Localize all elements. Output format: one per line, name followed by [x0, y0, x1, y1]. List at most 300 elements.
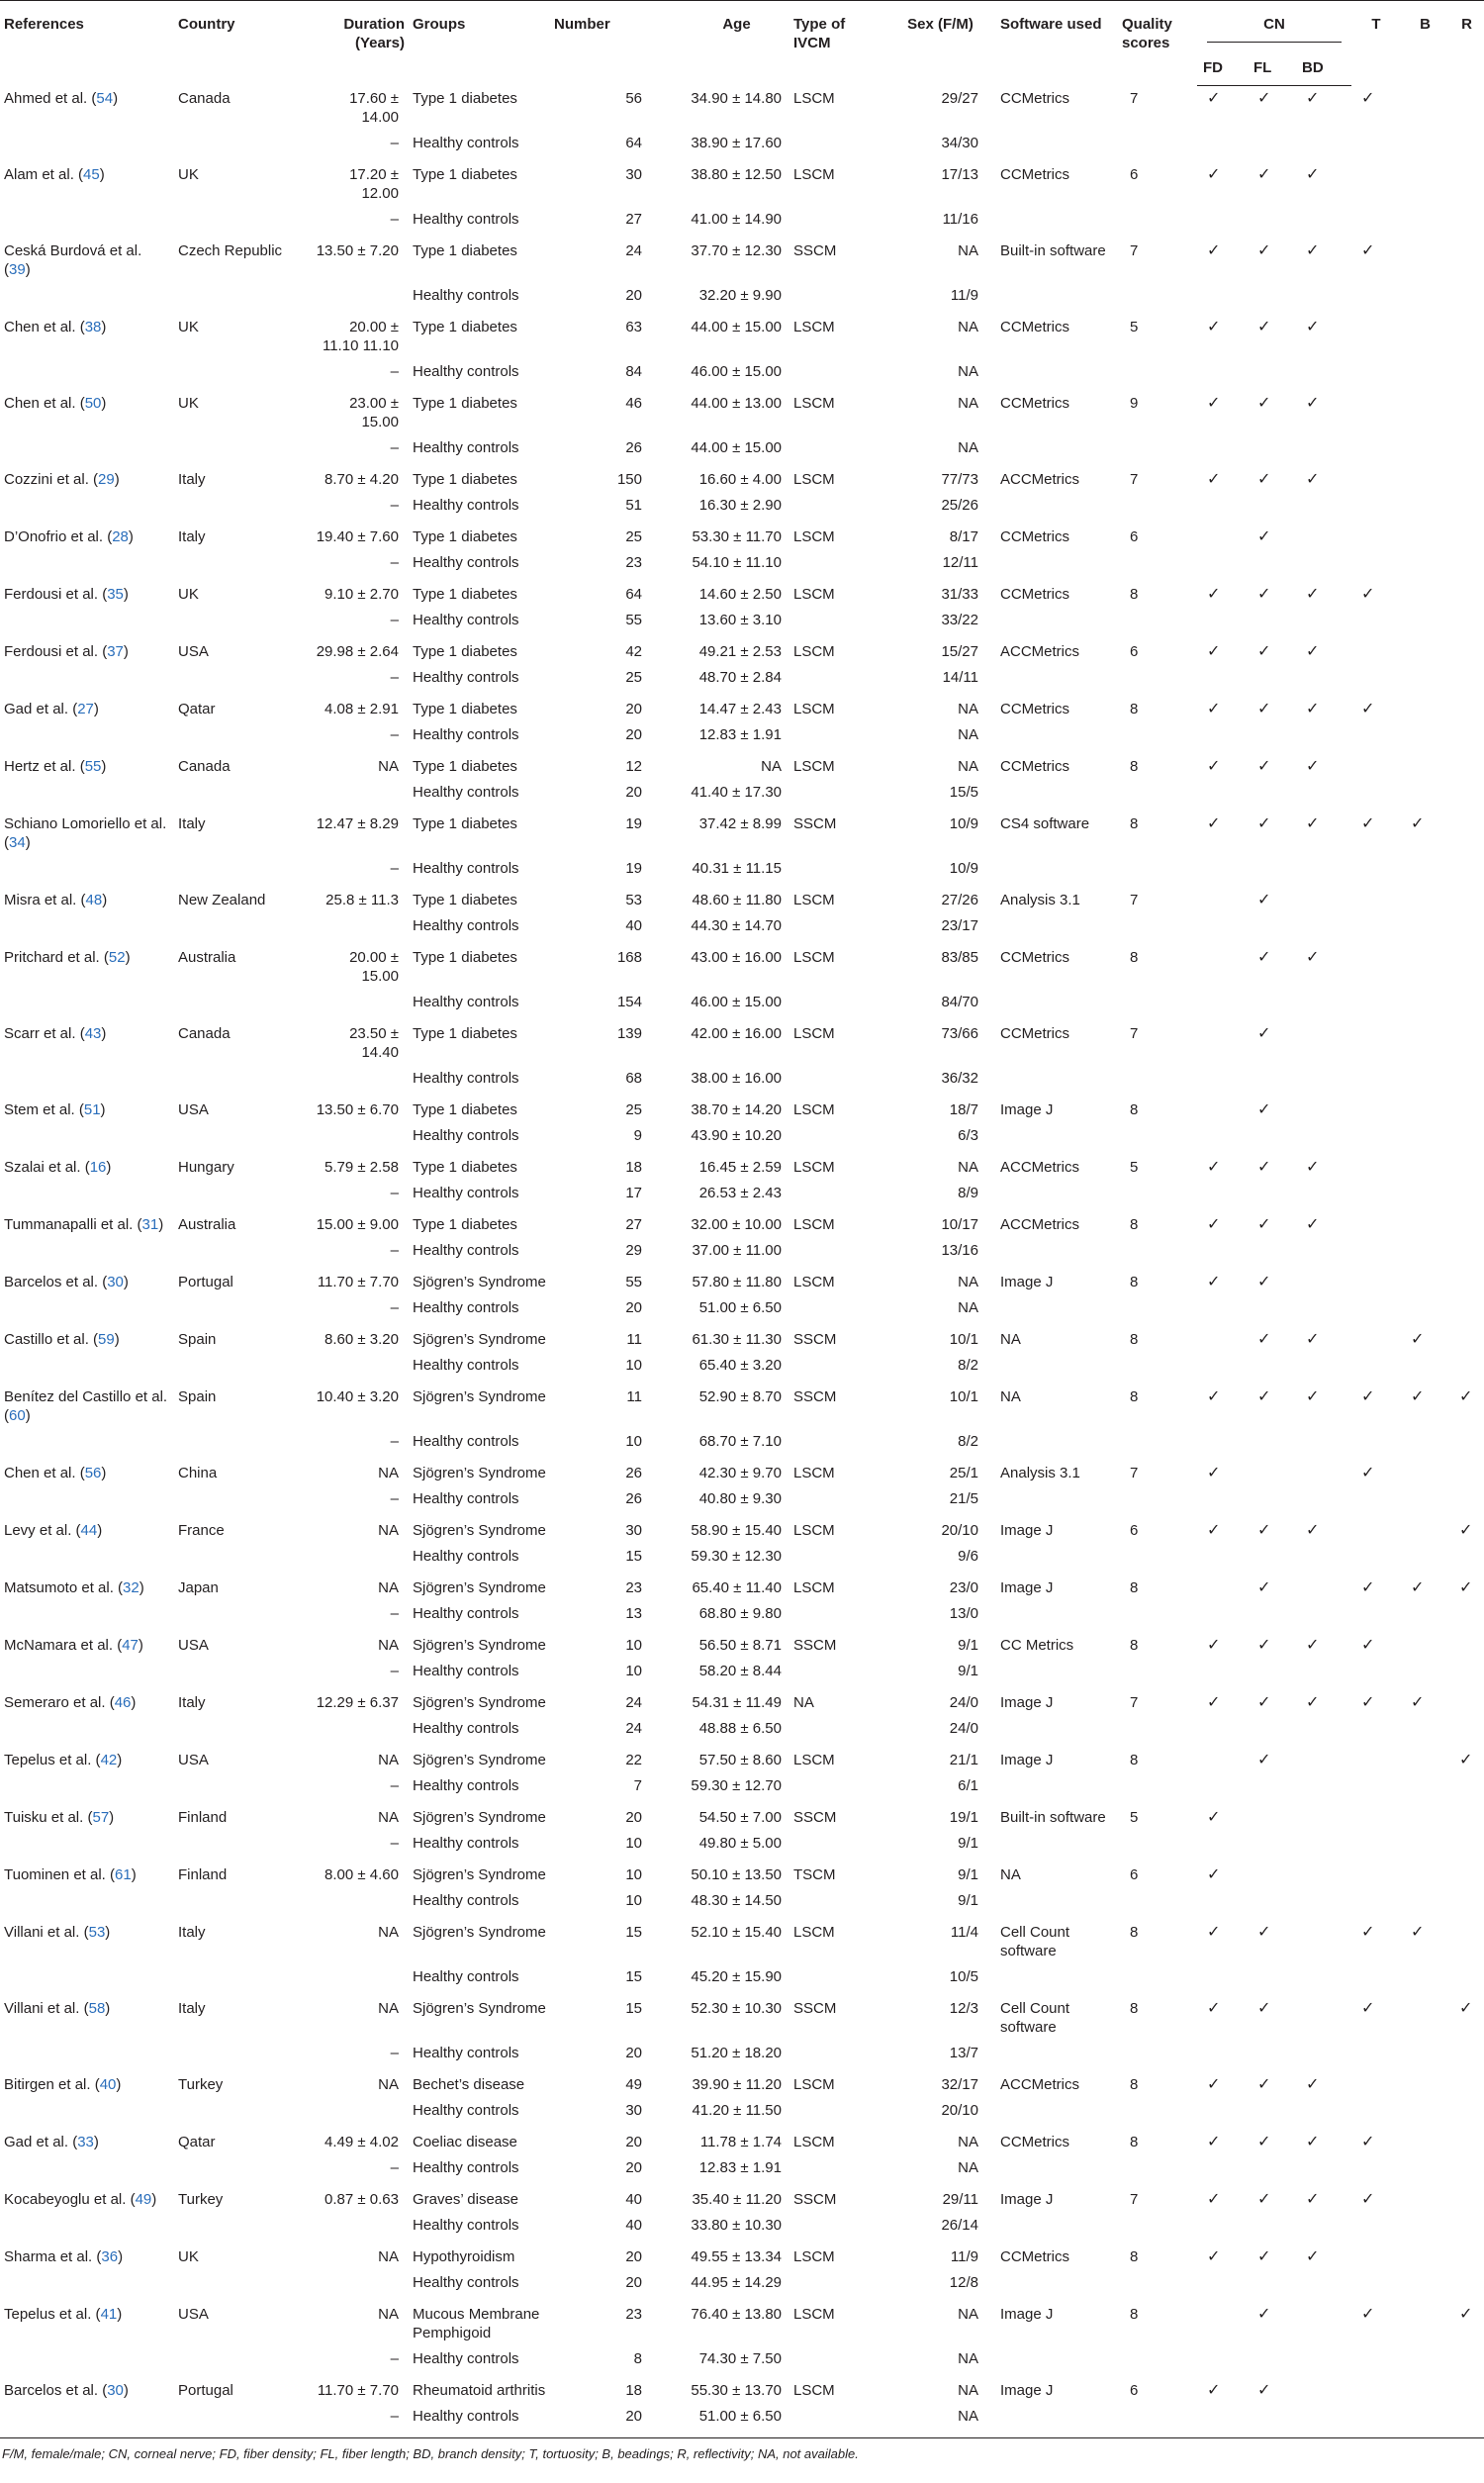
cell-group: Healthy controls — [413, 1604, 519, 1622]
cell-duration: 17.60 ± 14.00 — [349, 89, 399, 126]
cell-sex: 12/3 — [949, 1999, 978, 2017]
cell-ivcm — [789, 2155, 884, 2181]
cell-age: 54.31 ± 11.49 — [692, 1693, 782, 1711]
cell-number: 25 — [625, 1100, 642, 1118]
cell-fl-check — [1248, 1831, 1296, 1857]
cell-country — [174, 2270, 306, 2296]
reference-number-link[interactable]: 45 — [83, 165, 100, 183]
cell-b-check — [1401, 882, 1449, 913]
cell-number: 30 — [625, 165, 642, 183]
cell-bd-check: ✓ — [1306, 165, 1320, 183]
cell-group: Healthy controls — [413, 210, 519, 228]
cell-reference — [0, 722, 174, 748]
cell-ivcm — [789, 283, 884, 309]
cell-country: Finland — [178, 1808, 228, 1826]
cell-fd-check — [1197, 131, 1248, 156]
cell-fl-check — [1248, 493, 1296, 519]
cell-software: Image J — [1000, 2190, 1054, 2208]
reference-number-link[interactable]: 31 — [141, 1215, 159, 1233]
cell-sex: 8/2 — [958, 1432, 978, 1450]
cell-country — [174, 722, 306, 748]
cell-ivcm — [789, 1181, 884, 1206]
reference-number-link[interactable]: 54 — [96, 89, 114, 107]
cell-r-check — [1449, 806, 1484, 856]
cell-fl-check: ✓ — [1257, 2133, 1271, 2150]
cell-fl-check — [1248, 1429, 1296, 1455]
cell-fd-check — [1197, 1544, 1248, 1570]
cell-group: Healthy controls — [413, 1298, 519, 1316]
cell-reference — [0, 461, 174, 493]
cell-reference — [0, 1353, 174, 1379]
cell-r-check — [1449, 1092, 1484, 1123]
reference-number-link[interactable]: 40 — [99, 2075, 117, 2093]
reference-author: Villani et al. ( — [4, 1923, 89, 1941]
cell-b-check — [1401, 1181, 1449, 1206]
cell-software — [996, 1964, 1118, 1990]
reference-number-link[interactable]: 30 — [107, 2381, 124, 2399]
cell-country: Qatar — [178, 2133, 216, 2150]
cell-r-check — [1449, 359, 1484, 385]
cell-software — [996, 1888, 1118, 1914]
cell-r-check — [1449, 493, 1484, 519]
reference-number-link[interactable]: 16 — [89, 1158, 107, 1176]
cell-group: Bechet’s disease — [413, 2075, 525, 2093]
cell-group: Healthy controls — [413, 1069, 519, 1087]
cell-number: 15 — [625, 1967, 642, 1985]
reference-number-link[interactable]: 58 — [88, 1999, 106, 2017]
cell-duration — [306, 2213, 409, 2239]
cell-ivcm: LSCM — [793, 394, 835, 412]
reference-author: Tuominen et al. ( — [4, 1865, 115, 1883]
reference-number-link[interactable]: 49 — [135, 2190, 152, 2208]
cell-t-check — [1351, 1066, 1401, 1092]
cell-sex: NA — [958, 438, 978, 456]
cell-b-check — [1401, 359, 1449, 385]
cell-t-check: ✓ — [1361, 1923, 1375, 1941]
cell-bd-check — [1296, 283, 1351, 309]
cell-r-check — [1449, 2213, 1484, 2239]
cell-number: 42 — [625, 642, 642, 660]
reference-number-link[interactable]: 30 — [107, 1273, 124, 1290]
cell-reference — [0, 1601, 174, 1627]
cell-fd-check — [1197, 1964, 1248, 1990]
cell-t-check — [1351, 1238, 1401, 1264]
cell-ivcm — [789, 1831, 884, 1857]
cell-t-check — [1351, 493, 1401, 519]
cell-number: 11 — [626, 1330, 642, 1348]
cell-bd-check: ✓ — [1306, 470, 1320, 488]
cell-fl-check: ✓ — [1257, 527, 1271, 545]
cell-fl-check — [1248, 2041, 1296, 2066]
cell-software: CCMetrics — [1000, 165, 1069, 183]
cell-t-check: ✓ — [1361, 2133, 1375, 2150]
cell-fd-check — [1197, 1659, 1248, 1684]
cell-group: Sjögren’s Syndrome — [413, 1808, 546, 1826]
cell-number: 68 — [625, 1069, 642, 1087]
cell-software — [996, 913, 1118, 939]
reference-author: Ceská Burdová et al. ( — [4, 241, 142, 278]
reference-close-paren: ) — [117, 2305, 123, 2323]
cell-age: 43.90 ± 10.20 — [691, 1126, 782, 1144]
reference-number-link[interactable]: 51 — [83, 1100, 101, 1118]
cell-fl-check: ✓ — [1257, 1215, 1271, 1233]
cell-fd-check — [1197, 990, 1248, 1015]
cell-group: Type 1 diabetes — [413, 1024, 517, 1042]
cell-quality: 7 — [1130, 89, 1139, 107]
reference-author: Chen et al. ( — [4, 1464, 85, 1481]
cell-age: 51.00 ± 6.50 — [684, 2404, 789, 2438]
cell-bd-check: ✓ — [1306, 1215, 1320, 1233]
cell-sex: 34/30 — [941, 134, 978, 151]
cell-ivcm — [789, 1659, 884, 1684]
cell-fl-check — [1248, 1455, 1296, 1486]
cell-software — [996, 1716, 1118, 1742]
cell-fl-check — [1248, 359, 1296, 385]
cell-reference — [0, 2296, 174, 2346]
cell-b-check — [1401, 913, 1449, 939]
cell-b-check — [1401, 2098, 1449, 2124]
cell-bd-check: ✓ — [1306, 814, 1320, 832]
reference-close-paren: ) — [99, 165, 105, 183]
cell-number: 18 — [625, 1158, 642, 1176]
cell-country: Turkey — [178, 2075, 224, 2093]
cell-bd-check — [1296, 1353, 1351, 1379]
reference-close-paren: ) — [114, 470, 120, 488]
cell-software — [996, 131, 1118, 156]
cell-reference — [0, 1181, 174, 1206]
cell-r-check — [1449, 2372, 1484, 2404]
reference-number-link[interactable]: 46 — [114, 1693, 132, 1711]
cell-quality — [1118, 2098, 1197, 2124]
reference-number-link[interactable]: 35 — [107, 585, 124, 603]
cell-quality: 6 — [1130, 2381, 1139, 2399]
cell-reference — [0, 86, 174, 131]
reference-number-link[interactable]: 47 — [122, 1636, 139, 1654]
cell-reference — [0, 691, 174, 722]
cell-number: 27 — [625, 210, 642, 228]
reference-author: Matsumoto et al. ( — [4, 1578, 124, 1596]
cell-quality — [1118, 359, 1197, 385]
reference-number-link[interactable]: 33 — [77, 2133, 94, 2150]
cell-number: 18 — [625, 2381, 642, 2399]
cell-age: 51.00 ± 6.50 — [698, 1298, 782, 1316]
cell-fd-check: ✓ — [1207, 2075, 1221, 2093]
table-row — [0, 691, 1484, 722]
cell-country: China — [178, 1464, 218, 1481]
cell-fd-check — [1197, 493, 1248, 519]
reference-number-link[interactable]: 28 — [112, 527, 129, 545]
reference-author: Cozzini et al. ( — [4, 470, 99, 488]
reference-author: Tummanapalli et al. ( — [4, 1215, 142, 1233]
cell-r-check — [1449, 2041, 1484, 2066]
cell-duration: 4.49 ± 4.02 — [325, 2133, 399, 2150]
cell-fl-check: ✓ — [1257, 1578, 1271, 1596]
cell-quality: 5 — [1130, 318, 1139, 335]
cell-duration: – — [390, 1776, 399, 1794]
cell-ivcm: SSCM — [793, 1999, 837, 2017]
cell-software: Built-in software — [1000, 241, 1106, 259]
cell-group: Rheumatoid arthritis — [413, 2381, 546, 2399]
reference-number-link[interactable]: 42 — [100, 1751, 118, 1768]
cell-age: 48.70 ± 2.84 — [698, 668, 782, 686]
cell-r-check — [1449, 1684, 1484, 1716]
reference-number-link[interactable]: 44 — [80, 1521, 98, 1539]
cell-b-check — [1401, 1455, 1449, 1486]
cell-bd-check — [1296, 2155, 1351, 2181]
reference-number-link[interactable]: 27 — [77, 700, 94, 717]
cell-age: 50.10 ± 13.50 — [691, 1865, 782, 1883]
cell-duration: 17.20 ± 12.00 — [349, 165, 399, 202]
cell-t-check — [1351, 1092, 1401, 1123]
table-row — [0, 493, 1484, 519]
cell-r-check — [1449, 780, 1484, 806]
cell-quality — [1118, 608, 1197, 633]
cell-number: 20 — [625, 725, 642, 743]
cell-bd-check: ✓ — [1306, 1158, 1320, 1176]
cell-software: CC Metrics — [1000, 1636, 1074, 1654]
cell-sex: 83/85 — [941, 948, 978, 966]
cell-duration — [306, 1353, 409, 1379]
cell-sex: 11/9 — [950, 2247, 978, 2265]
cell-age: 37.00 ± 11.00 — [692, 1241, 782, 1259]
cell-quality — [1118, 1773, 1197, 1799]
cell-ivcm: LSCM — [793, 1273, 835, 1290]
cell-duration: NA — [378, 1751, 399, 1768]
cell-reference — [0, 780, 174, 806]
cell-quality: 8 — [1130, 1751, 1139, 1768]
cell-quality — [1118, 1601, 1197, 1627]
cell-ivcm — [789, 550, 884, 576]
cell-country: Portugal — [178, 1273, 233, 1290]
cell-r-check: ✓ — [1459, 1521, 1473, 1539]
cell-fl-check: ✓ — [1257, 394, 1271, 412]
reference-author: Chen et al. ( — [4, 318, 85, 335]
reference-number-link[interactable]: 53 — [88, 1923, 106, 1941]
cell-fd-check — [1197, 1295, 1248, 1321]
reference-author: McNamara et al. ( — [4, 1636, 123, 1654]
cell-number: 56 — [625, 89, 642, 107]
cell-reference — [0, 359, 174, 385]
cell-sex: NA — [958, 1273, 978, 1290]
cell-t-check — [1351, 1181, 1401, 1206]
cell-number: 40 — [625, 916, 642, 934]
cell-r-check — [1449, 1544, 1484, 1570]
cell-fd-check — [1197, 882, 1248, 913]
cell-r-check — [1449, 1455, 1484, 1486]
table-row — [0, 156, 1484, 207]
cell-fl-check: ✓ — [1257, 642, 1271, 660]
cell-bd-check — [1296, 1601, 1351, 1627]
cell-t-check — [1351, 608, 1401, 633]
reference-number-link[interactable]: 43 — [84, 1024, 102, 1042]
cell-duration: 20.00 ± 11.10 11.10 — [322, 318, 399, 354]
cell-reference — [0, 1486, 174, 1512]
cell-fd-check: ✓ — [1207, 2133, 1221, 2150]
cell-bd-check — [1296, 2296, 1351, 2346]
cell-bd-check — [1296, 990, 1351, 1015]
cell-fd-check: ✓ — [1207, 814, 1221, 832]
cell-number: 15 — [625, 1923, 642, 1941]
header-b: B — [1401, 1, 1449, 86]
cell-reference — [0, 493, 174, 519]
reference-number-link[interactable]: 39 — [9, 260, 26, 278]
cell-quality — [1118, 1429, 1197, 1455]
reference-number-link[interactable]: 50 — [84, 394, 102, 412]
reference-number-link[interactable]: 38 — [84, 318, 102, 335]
cell-country — [174, 1964, 306, 1990]
table-row — [0, 1627, 1484, 1659]
reference-number-link[interactable]: 48 — [85, 891, 103, 908]
cell-age: 51.20 ± 18.20 — [691, 2044, 782, 2061]
cell-group: Healthy controls — [413, 2216, 519, 2234]
cell-ivcm: LSCM — [793, 948, 835, 966]
cell-r-check: ✓ — [1459, 1751, 1473, 1768]
cell-software — [996, 1123, 1118, 1149]
cell-number: 26 — [625, 438, 642, 456]
reference-author: Pritchard et al. ( — [4, 948, 109, 966]
cell-fl-check — [1248, 913, 1296, 939]
cell-sex: NA — [958, 2133, 978, 2150]
reference-number-link[interactable]: 59 — [98, 1330, 115, 1348]
table-row — [0, 385, 1484, 435]
reference-number-link[interactable]: 57 — [92, 1808, 110, 1826]
cell-quality: 7 — [1130, 2190, 1139, 2208]
cell-r-check — [1449, 1264, 1484, 1295]
cell-ivcm: SSCM — [793, 1387, 837, 1405]
cell-duration — [306, 1716, 409, 1742]
cell-group: Healthy controls — [413, 553, 519, 571]
cell-quality — [1118, 1716, 1197, 1742]
cell-age: 38.80 ± 12.50 — [691, 165, 782, 183]
reference-number-link[interactable]: 37 — [107, 642, 124, 660]
cell-country — [174, 1123, 306, 1149]
table-row — [0, 856, 1484, 882]
cell-sex: 12/11 — [942, 553, 978, 571]
table-row — [0, 1831, 1484, 1857]
cell-software — [996, 2270, 1118, 2296]
cell-country: Australia — [178, 1215, 236, 1233]
cell-reference — [0, 1015, 174, 1066]
cell-fd-check: ✓ — [1207, 700, 1221, 717]
cell-b-check — [1401, 309, 1449, 359]
reference-number-link[interactable]: 29 — [98, 470, 115, 488]
cell-r-check — [1449, 1486, 1484, 1512]
reference-number-link[interactable]: 34 — [9, 833, 26, 851]
cell-age: 46.00 ± 15.00 — [691, 362, 782, 380]
cell-bd-check — [1296, 519, 1351, 550]
cell-ivcm: LSCM — [793, 89, 835, 107]
cell-country: Turkey — [178, 2190, 224, 2208]
cell-quality — [1118, 2346, 1197, 2372]
cell-group: Type 1 diabetes — [413, 1100, 517, 1118]
reference-number-link[interactable]: 61 — [115, 1865, 132, 1883]
cell-b-check — [1401, 2239, 1449, 2270]
cell-age: 39.90 ± 11.20 — [692, 2075, 782, 2093]
cell-r-check: ✓ — [1459, 1999, 1473, 2017]
cell-b-check — [1401, 608, 1449, 633]
cell-age: 59.30 ± 12.70 — [691, 1776, 782, 1794]
cell-t-check — [1351, 1429, 1401, 1455]
cell-duration — [306, 283, 409, 309]
cell-bd-check — [1296, 2098, 1351, 2124]
cell-reference — [0, 1716, 174, 1742]
cell-quality: 8 — [1130, 814, 1139, 832]
cell-number: 20 — [625, 2158, 642, 2176]
cell-age: 44.00 ± 13.00 — [691, 394, 782, 412]
reference-close-paren: ) — [25, 1406, 31, 1424]
cell-bd-check — [1296, 1914, 1351, 1964]
cell-bd-check: ✓ — [1306, 1636, 1320, 1654]
table-row — [0, 1015, 1484, 1066]
cell-age: 48.30 ± 14.50 — [691, 1891, 782, 1909]
cell-quality: 8 — [1130, 585, 1139, 603]
reference-number-link[interactable]: 56 — [84, 1464, 102, 1481]
cell-r-check — [1449, 131, 1484, 156]
cell-sex: 11/9 — [950, 286, 978, 304]
cell-country — [174, 2404, 306, 2438]
cell-duration — [306, 1964, 409, 1990]
cell-quality — [1118, 207, 1197, 233]
reference-number-link[interactable]: 32 — [123, 1578, 139, 1596]
cell-reference — [0, 2066, 174, 2098]
cell-ivcm — [789, 493, 884, 519]
cell-fd-check: ✓ — [1207, 241, 1221, 259]
cell-software: Built-in software — [1000, 1808, 1106, 1826]
cell-duration: – — [306, 2404, 409, 2438]
cell-age: 49.80 ± 5.00 — [698, 1834, 782, 1852]
cell-bd-check: ✓ — [1306, 90, 1320, 107]
cell-fd-check: ✓ — [1207, 1865, 1221, 1883]
cell-ivcm — [789, 2213, 884, 2239]
reference-number-link[interactable]: 36 — [101, 2247, 119, 2265]
cell-t-check — [1351, 1831, 1401, 1857]
cell-software: Image J — [1000, 2305, 1054, 2323]
cell-fd-check — [1197, 2346, 1248, 2372]
cell-ivcm: LSCM — [793, 585, 835, 603]
cell-reference — [0, 2346, 174, 2372]
cell-group: Type 1 diabetes — [413, 891, 517, 908]
cell-duration: NA — [378, 1923, 399, 1941]
cell-fl-check — [1248, 2270, 1296, 2296]
reference-author: Villani et al. ( — [4, 1999, 89, 2017]
cell-bd-check — [1296, 665, 1351, 691]
cell-b-check — [1401, 1716, 1449, 1742]
reference-number-link[interactable]: 52 — [108, 948, 126, 966]
reference-author: Scarr et al. ( — [4, 1024, 85, 1042]
reference-number-link[interactable]: 60 — [9, 1406, 26, 1424]
cell-duration: NA — [378, 757, 399, 775]
cell-fd-check — [1197, 1092, 1248, 1123]
cell-fl-check: ✓ — [1257, 1751, 1271, 1768]
reference-author: Barcelos et al. ( — [4, 1273, 108, 1290]
cell-r-check — [1449, 1238, 1484, 1264]
table-row — [0, 1206, 1484, 1238]
reference-number-link[interactable]: 55 — [84, 757, 102, 775]
cell-b-check — [1401, 1888, 1449, 1914]
cell-number: 19 — [625, 859, 642, 877]
cell-r-check — [1449, 461, 1484, 493]
cell-group: Sjögren’s Syndrome — [413, 1273, 546, 1290]
cell-t-check: ✓ — [1361, 2190, 1375, 2208]
cell-fl-check — [1248, 435, 1296, 461]
cell-group: Sjögren’s Syndrome — [413, 1521, 546, 1539]
cell-group: Sjögren’s Syndrome — [413, 1387, 546, 1405]
reference-number-link[interactable]: 41 — [100, 2305, 118, 2323]
cell-fd-check: ✓ — [1207, 1273, 1221, 1290]
cell-t-check — [1351, 2066, 1401, 2098]
cell-fd-check — [1197, 1716, 1248, 1742]
cell-age: 49.21 ± 2.53 — [698, 642, 782, 660]
